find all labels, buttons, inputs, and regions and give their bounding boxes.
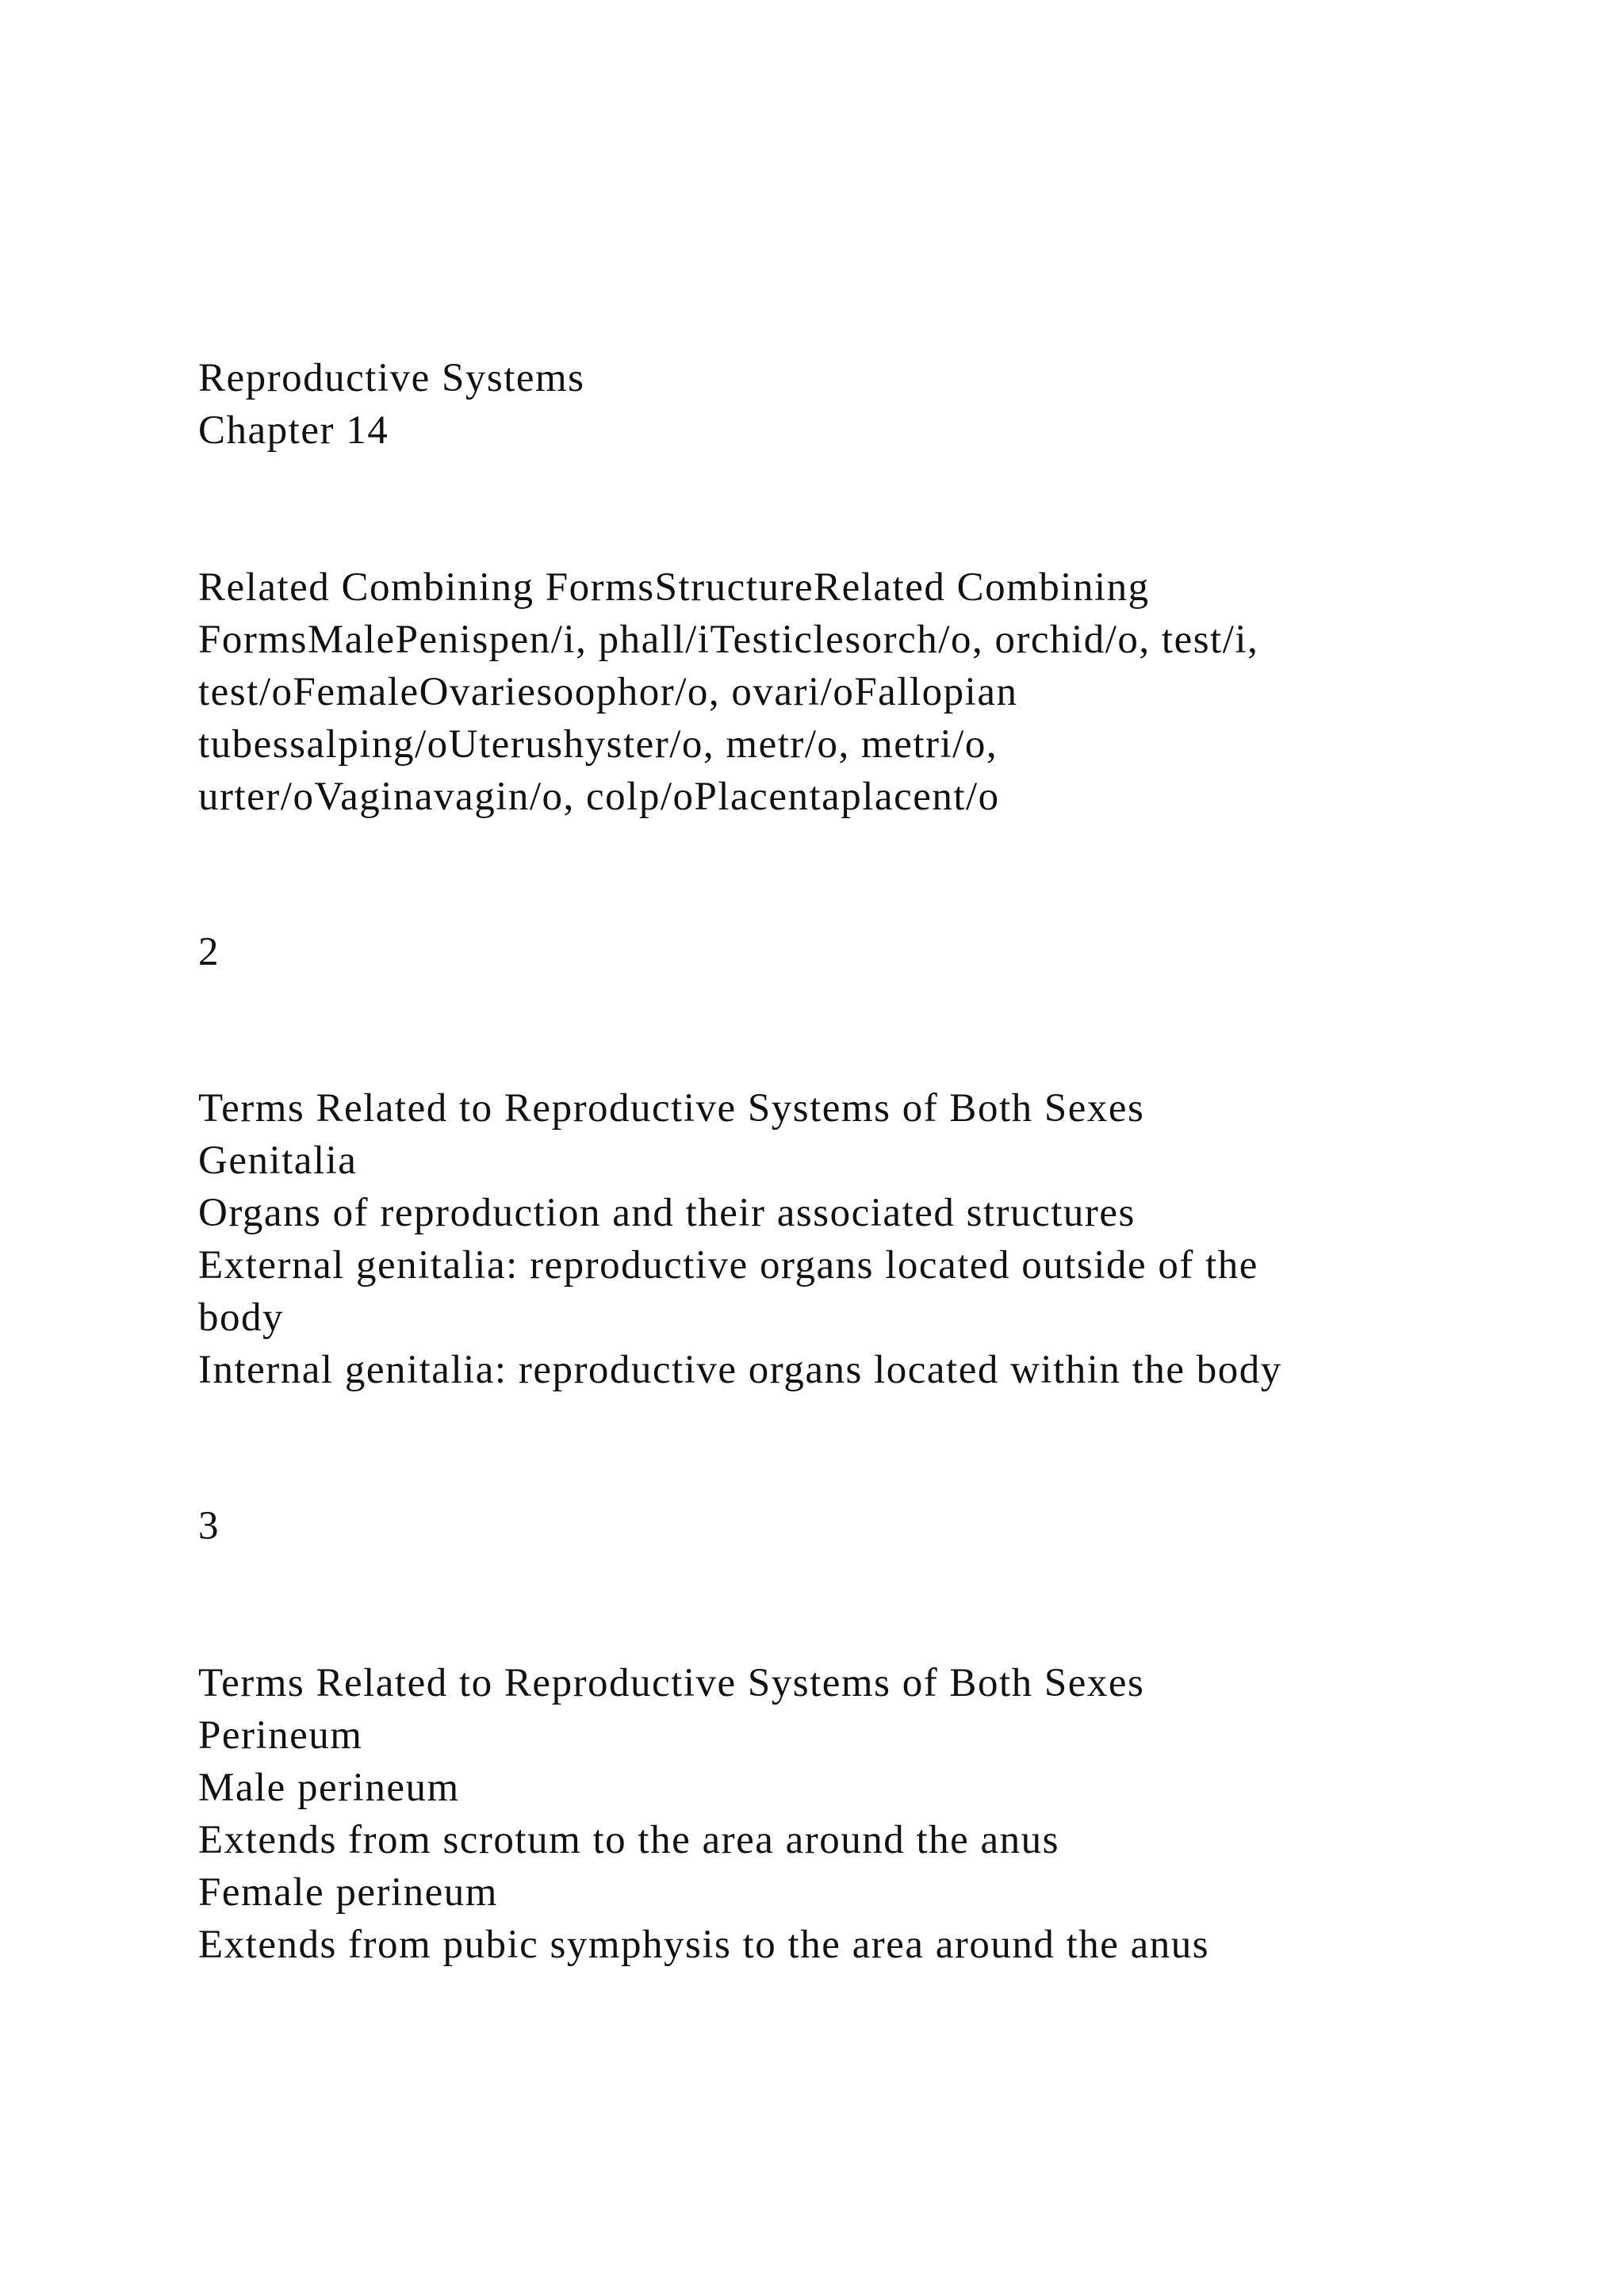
slide-number: 2	[198, 930, 220, 974]
term-line: External genitalia: reproductive organs located outside of the	[198, 1243, 1258, 1288]
chapter-label: Chapter 14	[198, 408, 389, 453]
document-title: Reproductive Systems	[198, 356, 585, 400]
term-line: Extends from pubic symphysis to the area around the anus	[198, 1923, 1210, 1967]
term-heading: Genitalia	[198, 1138, 358, 1183]
term-line: Extends from scrotum to the area around the anus	[198, 1818, 1060, 1862]
combining-forms-paragraph	[198, 561, 1546, 823]
document-title-block	[198, 352, 1546, 457]
slide-number-2	[198, 926, 1546, 978]
term-line: body	[198, 1295, 284, 1340]
paragraph-line: FormsMalePenispen/i, phall/iTesticlesorch/o, orchid/o, test/i,	[198, 618, 1259, 662]
term-line: Male perineum	[198, 1766, 460, 1810]
paragraph-line: Related Combining FormsStructureRelated Combining	[198, 565, 1150, 610]
term-line: Female perineum	[198, 1870, 498, 1915]
genitalia-section	[198, 1082, 1546, 1396]
paragraph-line: tubessalping/oUterushyster/o, metr/o, metri/o,	[198, 722, 998, 767]
slide-number: 3	[198, 1504, 220, 1548]
perineum-section	[198, 1657, 1546, 1971]
term-line: Internal genitalia: reproductive organs located within the body	[198, 1348, 1282, 1392]
term-line: Organs of reproduction and their associated structures	[198, 1191, 1136, 1235]
section-heading: Terms Related to Reproductive Systems of Both Sexes	[198, 1661, 1145, 1705]
paragraph-line: urter/oVaginavagin/o, colp/oPlacentaplacent/o	[198, 775, 1000, 819]
section-heading: Terms Related to Reproductive Systems of Both Sexes	[198, 1086, 1145, 1131]
slide-number-3	[198, 1500, 1546, 1552]
paragraph-line: test/oFemaleOvariesoophor/o, ovari/oFallopian	[198, 670, 1018, 714]
term-heading: Perineum	[198, 1713, 363, 1758]
